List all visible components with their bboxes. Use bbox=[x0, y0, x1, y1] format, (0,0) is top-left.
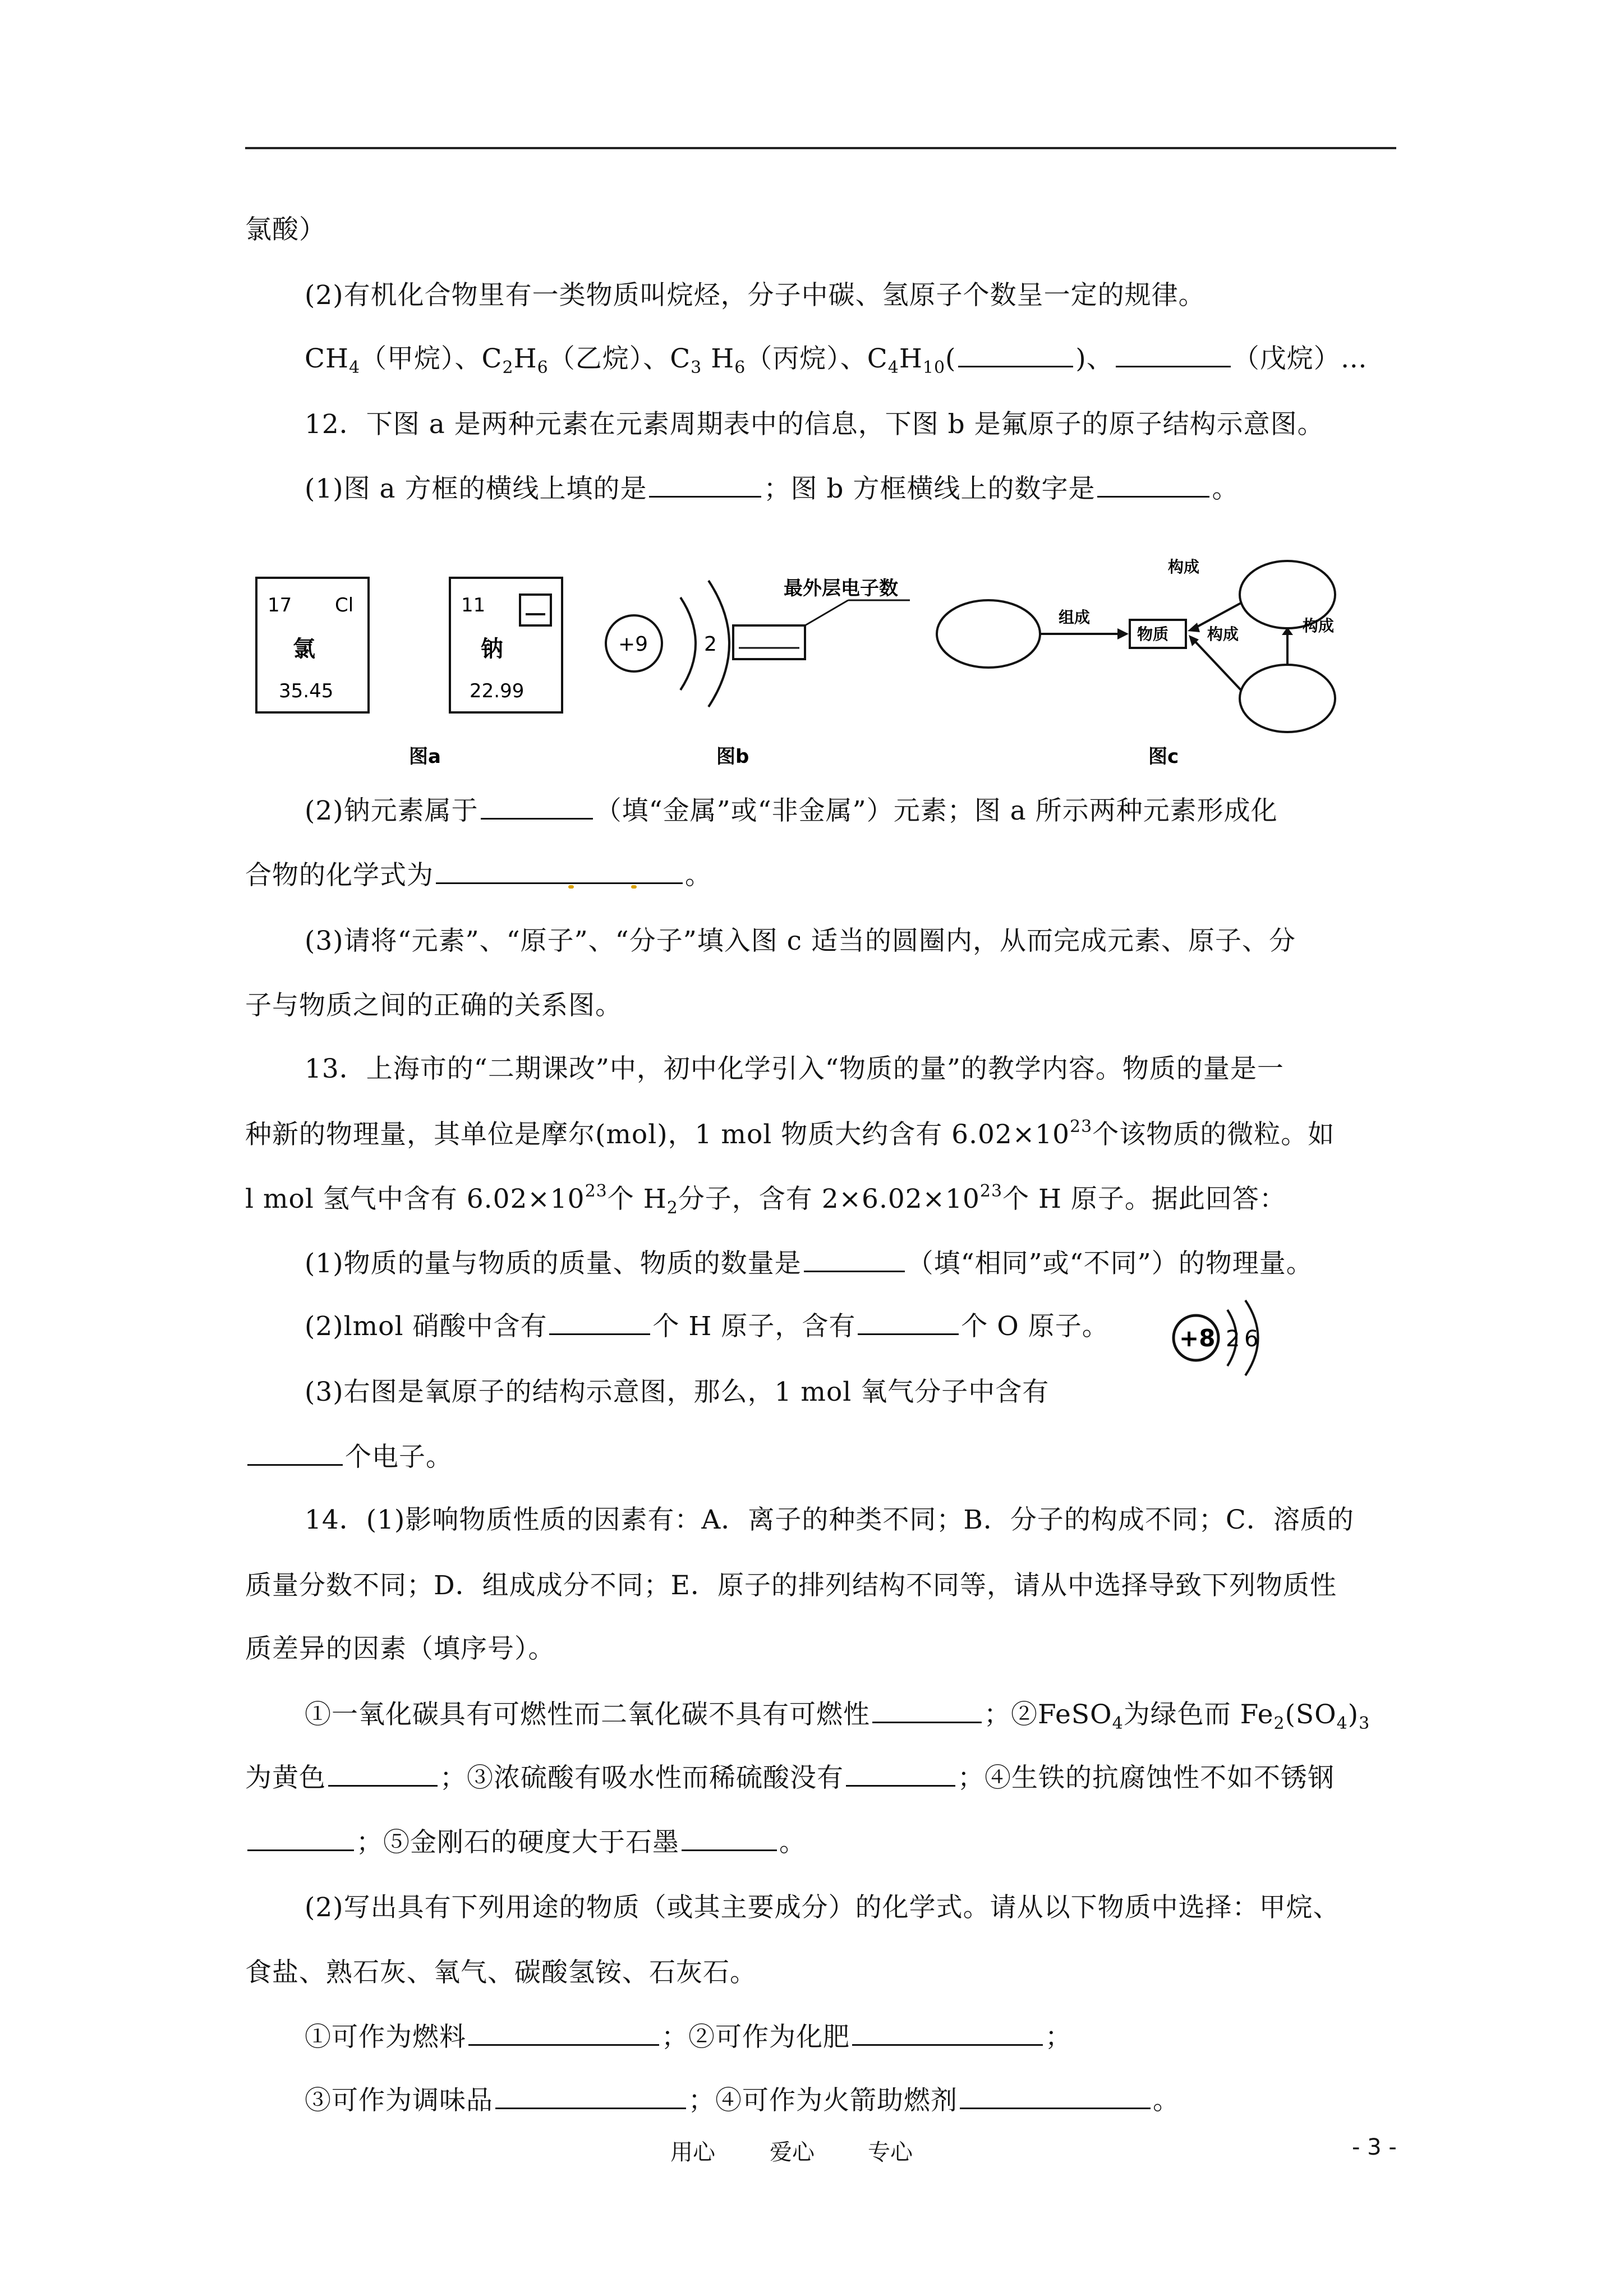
text-line: (1)图 a 方框的横线上填的是 ；图 b 方框横线上的数字是 。 bbox=[305, 473, 1239, 504]
arrow-label-compose: 组成 bbox=[1059, 608, 1091, 627]
answer-blank[interactable] bbox=[328, 1761, 438, 1787]
figures-svg bbox=[245, 539, 1395, 774]
footer-motto-1: 用心 bbox=[670, 2139, 715, 2165]
text-line: 个电子。 bbox=[245, 1441, 453, 1474]
answer-blank[interactable] bbox=[1116, 342, 1231, 367]
figure-c-label: 图c bbox=[1148, 746, 1179, 768]
cl-number: 17 bbox=[268, 594, 292, 616]
footer-motto-2: 爱心 bbox=[770, 2139, 815, 2165]
answer-blank[interactable] bbox=[549, 1310, 650, 1335]
text-line: (2)有机化合物里有一类物质叫烷烃，分子中碳、氢原子个数呈一定的规律。 bbox=[305, 280, 1206, 311]
header-rule bbox=[245, 147, 1396, 149]
figure-row bbox=[245, 539, 1395, 774]
text-line: 合物的化学式为 。 bbox=[245, 860, 712, 891]
answer-blank[interactable] bbox=[804, 1247, 905, 1272]
o-shell-1-electrons: 2 bbox=[1226, 1326, 1240, 1352]
substance-label: 物质 bbox=[1137, 625, 1169, 643]
answer-blank[interactable] bbox=[960, 2084, 1151, 2109]
text-line: 为黄色 ；③浓硫酸有吸水性而稀硫酸没有 ；④生铁的抗腐蚀性不如不锈钢 bbox=[245, 1763, 1335, 1793]
o-shell-2-electrons: 6 bbox=[1244, 1326, 1259, 1352]
stray-mark bbox=[568, 885, 574, 889]
text-line: (2)写出具有下列用途的物质（或其主要成分）的化学式。请从以下物质中选择：甲烷、 bbox=[305, 1892, 1340, 1923]
figure-a-label: 图a bbox=[409, 746, 441, 768]
circle-bottom-right bbox=[1240, 665, 1335, 732]
answer-blank[interactable] bbox=[468, 2021, 659, 2046]
cl-mass: 35.45 bbox=[279, 680, 334, 702]
text-line: $CH_4$（甲烷）、$C_2H_6$（乙烷）、$C_3$ $H_6$（丙烷）、$C_4H_{10}$( )、 （戊烷）… bbox=[305, 343, 1368, 378]
answer-blank[interactable] bbox=[247, 1826, 354, 1851]
answer-blank[interactable] bbox=[846, 1761, 955, 1787]
f-shell-1-electrons: 2 bbox=[704, 633, 717, 656]
arrow-label-construct-3: 构成 bbox=[1303, 616, 1335, 635]
page-number: - 3 - bbox=[1352, 2134, 1397, 2160]
answer-blank[interactable] bbox=[958, 342, 1073, 367]
stray-mark bbox=[631, 885, 637, 889]
o-nucleus-charge: +8 bbox=[1179, 1324, 1216, 1352]
answer-blank[interactable] bbox=[852, 2021, 1043, 2046]
figure-b-label: 图b bbox=[716, 746, 749, 768]
question-14: 14．(1)影响物质性质的因素有：A．离子的种类不同；B．分子的构成不同；C．溶质的 bbox=[305, 1504, 1354, 1535]
text-line: 子与物质之间的正确的关系图。 bbox=[245, 990, 622, 1021]
f-nucleus-charge: +9 bbox=[618, 633, 648, 656]
question-13: 13．上海市的“二期课改”中，初中化学引入“物质的量”的教学内容。物质的量是一 bbox=[305, 1053, 1284, 1084]
answer-blank[interactable] bbox=[247, 1441, 343, 1466]
oxygen-atom-diagram bbox=[1167, 1290, 1285, 1386]
answer-blank[interactable] bbox=[495, 2084, 686, 2109]
na-symbol-blank-box bbox=[520, 595, 551, 625]
answer-blank[interactable] bbox=[872, 1698, 982, 1723]
text-line: (3)请将“元素”、“原子”、“分子”填入图 c 适当的圆圈内，从而完成元素、原子、分 bbox=[305, 926, 1296, 956]
answer-blank[interactable] bbox=[858, 1310, 959, 1335]
text-line: (2)lmol 硝酸中含有 个 H 原子，含有 个 O 原子。 bbox=[305, 1311, 1109, 1342]
answer-blank[interactable] bbox=[1097, 472, 1209, 498]
answer-blank[interactable] bbox=[682, 1826, 777, 1851]
text-line: 种新的物理量，其单位是摩尔(mol)，1 mol 物质大约含有 $6.02\times 10^{23}$个该物质的微粒。如 bbox=[245, 1117, 1335, 1150]
text-line: ①一氧化碳具有可燃性而二氧化碳不具有可燃性 ；②FeSO$_4$为绿色而 $Fe_2(SO_4)_3$ bbox=[305, 1699, 1370, 1733]
text-line: ①可作为燃料 ；②可作为化肥 ； bbox=[305, 2022, 1072, 2053]
answer-blank[interactable] bbox=[649, 472, 761, 498]
f-shell-1 bbox=[680, 597, 696, 690]
question-12: 12．下图 a 是两种元素在元素周期表中的信息，下图 b 是氟原子的原子结构示意图。 bbox=[305, 409, 1324, 440]
text-line: l mol 氢气中含有 $6.02\times 10^{23}$个 $H_2$分子，含有 $2\times 6.02\times 10^{23}$个 H 原子。据此回答： bbox=[245, 1181, 1286, 1218]
footer-motto-3: 专心 bbox=[868, 2139, 913, 2165]
answer-blank[interactable] bbox=[481, 794, 593, 820]
answer-blank[interactable] bbox=[436, 859, 683, 884]
f-outer-electron-box bbox=[733, 625, 805, 659]
text-line: (1)物质的量与物质的质量、物质的数量是 （填“相同”或“不同”）的物理量。 bbox=[305, 1248, 1313, 1279]
cl-symbol: Cl bbox=[335, 594, 354, 616]
text-line: (2)钠元素属于 （填“金属”或“非金属”）元素；图 a 所示两种元素形成化 bbox=[305, 795, 1278, 826]
text-line: ；⑤金刚石的硬度大于石墨 。 bbox=[245, 1826, 806, 1860]
text-line: 质量分数不同；D．组成成分不同；E．原子的排列结构不同等，请从中选择导致下列物质性 bbox=[245, 1570, 1337, 1601]
na-number: 11 bbox=[461, 594, 486, 616]
cl-name: 氯 bbox=[293, 636, 315, 662]
text-line: 氯酸） bbox=[245, 214, 326, 245]
text-line: (3)右图是氧原子的结构示意图，那么，1 mol 氧气分子中含有 bbox=[305, 1377, 1050, 1407]
arrow-label-construct-2: 构成 bbox=[1207, 625, 1239, 643]
text-line: 食盐、熟石灰、氧气、碳酸氢铵、石灰石。 bbox=[245, 1957, 757, 1988]
na-name: 钠 bbox=[481, 636, 503, 662]
circle-left bbox=[937, 600, 1040, 668]
text-line: ③可作为调味品 ；④可作为火箭助燃剂 。 bbox=[305, 2085, 1180, 2116]
arrow-label-construct-1: 构成 bbox=[1168, 558, 1200, 576]
na-mass: 22.99 bbox=[470, 680, 525, 702]
text-line: 质差异的因素（填序号）。 bbox=[245, 1634, 555, 1664]
callout-label: 最外层电子数 bbox=[784, 577, 898, 600]
